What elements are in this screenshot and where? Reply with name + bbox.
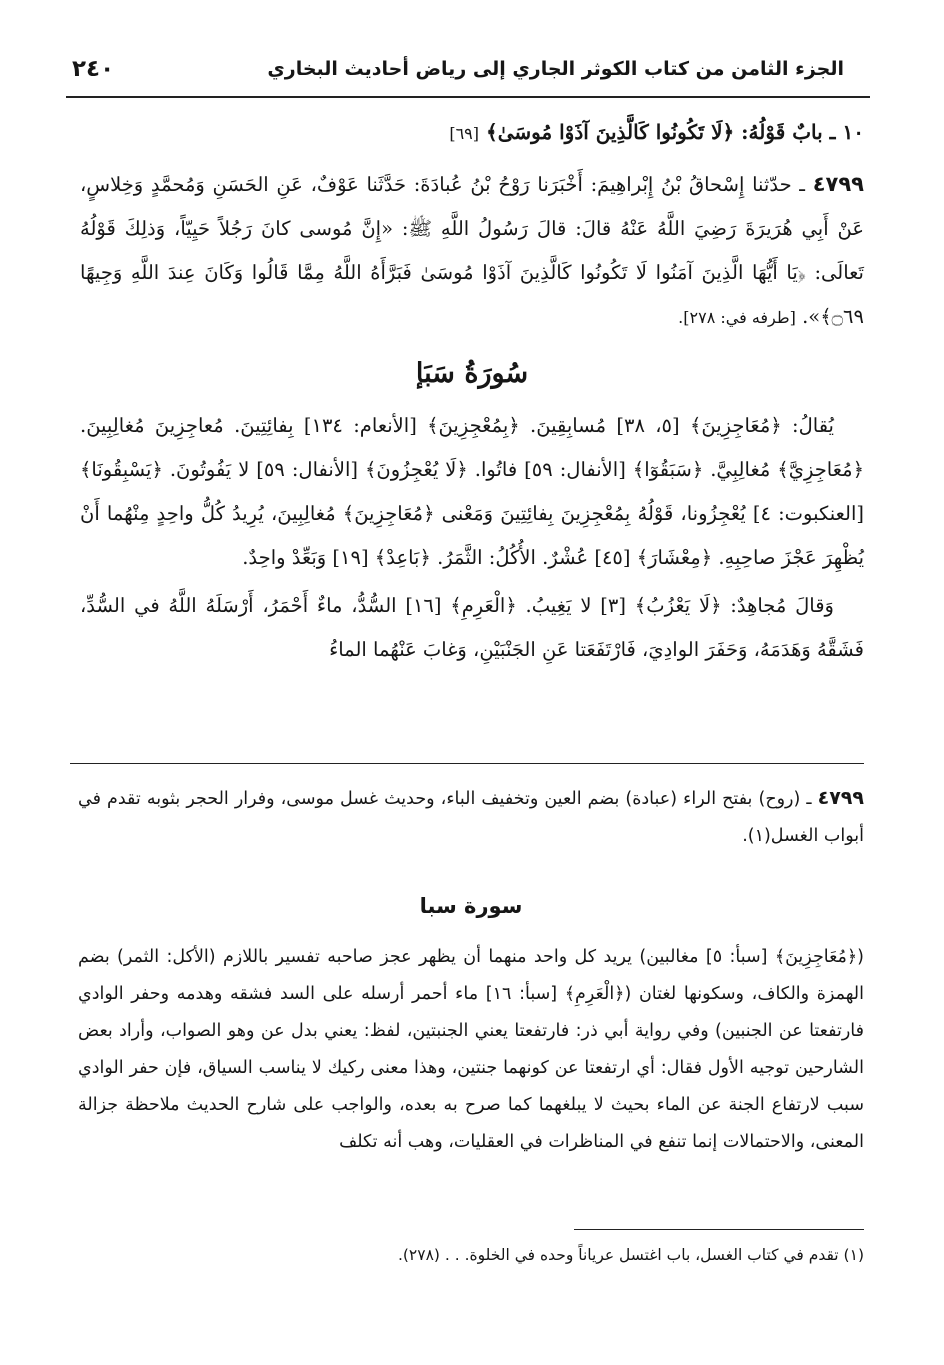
page-number: ٢٤٠: [72, 56, 115, 82]
mujahid-paragraph: وَقالَ مُجاهِدٌ: ﴿لَا يَعْزُبُ﴾ [٣] لا يَغِيبُ. ﴿الْعَرِمِ﴾ [١٦] السُّدُّ، ماءٌ أَحْمَرُ، أَرْسَلَهُ اللَّهُ في السُّدِّ، فَشَقَّهُ وَهَدَمَهُ، وَحَفَرَ الوادِيَ، فَارْتَفَعَتا عَنِ الجَنْبَيْنِ، وَغابَ عَنْهُما الماءُ: [80, 594, 864, 661]
vocabulary-paragraph: يُقالُ: ﴿مُعَاجِزِينَ﴾ [٥، ٣٨] مُسابِقِينَ. ﴿بِمُعْجِزِينَ﴾ [الأنعام: ١٣٤] بِفائِتِينَ. مُعاجِزِينَ مُغالِبِينَ. ﴿مُعَاجِزِيَّ﴾ مُغالِبِيَّ. ﴿سَبَقُوٓا﴾ [الأنفال: ٥٩] فاتُوا. ﴿لَا يُعْجِزُونَ﴾ [الأنفال: ٥٩] لا يَفُوتُونَ. ﴿يَسْبِقُونَا﴾ [العنكبوت: ٤] يُعْجِزُونا، قَوْلُهُ بِمُعْجِزِينَ بِفائِتِينَ وَمَعْنى ﴿مُعَاجِزِينَ﴾ مُغالِبِينَ، يُرِيدُ كُلُّ واحِدٍ مِنْهُما أَنْ يُظْهِرَ عَجْزَ صاحِبِهِ. ﴿مِعْشَارَ﴾ [٤٥] عُشْرٌ. الأُكُلُ: الثَّمَرُ. ﴿بَاعِدْ﴾ [١٩] وَبَعِّدْ واحِدٌ.: [80, 414, 864, 569]
hadith-cross-reference: [طرفه في: ٢٧٨].: [678, 308, 796, 327]
commentary-paragraph: (﴿مُعَاجِزِينَ﴾ [سبأ: ٥] مغالبين) يريد كل واحد منهما أن يظهر عجز صاحبه تفسير باللازم (الأكل: الثمر) بضم الهمزة والكاف، وسكونها لغتان (﴿الْعَرِمِ﴾ [سبأ: ١٦] ماء أحمر أرسله على السد فشقه وهدمه وحفر الوادي فارتفعتا عن الجنبين) وفي رواية أبي ذر: فارتفعتا يعني الجنبتين، لفظ: يعني بدل عن وهو الصواب، وأراد بعض الشارحين توجيه الأول فقال: أي ارتفعتا عن كونهما جنتين، وهذا معنى ركيك لا يناسب السياق، فإن حفر الوادي سبب لارتفاع الجنة عن الماء بحيث لا يبلغهما كما صرح به بعده، والواجب على شارح الحديث ملاحظة جزالة المعنى، والاحتمالات إنما تنفع في المناظرات في العقليات، وهب أنه تكلف: [78, 947, 865, 1152]
footnote: (١) تقدم في كتاب الغسل، باب اغتسل عرياناً وحده في الخلوة. . . (٢٧٨).: [397, 1246, 864, 1264]
surah-title: سُورَةُ سَبَإ: [415, 358, 529, 389]
main-text: [80, 104, 864, 672]
chapter-heading-text: ١٠ ـ بابٌ قَوْلُهُ: ﴿لَا تَكُونُوا كَالَّذِينَ آذَوْا مُوسَىٰ﴾: [485, 120, 864, 144]
chapter-heading: [80, 104, 864, 162]
footnote-divider: [574, 1229, 864, 1230]
text-divider: [70, 763, 864, 764]
commentary-surah-title: سورة سبا: [419, 894, 523, 918]
page-header: [66, 54, 870, 98]
running-title: الجزء الثامن من كتاب الكوثر الجاري إلى رياض أحاديث البخاري: [267, 58, 844, 80]
hadith-number: ٤٧٩٩: [812, 172, 865, 196]
commentary-hadith-note: [78, 780, 864, 855]
commentary-note-text: ـ (روح) بفتح الراء (عبادة) بضم العين وتخفيف الباء، وحديث غسل موسى، وفرار الحجر بثوبه تقدم في أبواب الغسل(١).: [78, 789, 864, 846]
hadith-text: [80, 162, 864, 340]
commentary-number: ٤٧٩٩: [817, 787, 864, 809]
chapter-heading-ref: [٦٩]: [449, 124, 479, 143]
hadith-body: ـ حدّثنا إِسْحاقُ بْنُ إِبْراهِيمَ: أَخْبَرَنا رَوْحُ بْنُ عُبادَةَ: حَدَّثَنا عَوْفٌ، عَنِ الحَسَنِ وَمُحمَّدٍ وَخِلاسٍ، عَنْ أَبِي هُرَيرَةَ رَضِيَ اللَّهُ عَنْهُ قالَ: قالَ رَسُولُ اللَّهِ ﷺ: «إِنَّ مُوسى كانَ رَجُلاً حَيِيّاً، وَذلِكَ قَوْلُهُ تَعالَى: ﴿يَا أَيُّهَا الَّذِينَ آمَنُوا لَا تَكُونُوا كَالَّذِينَ آذَوْا مُوسَىٰ فَبَرَّأَهُ اللَّهُ مِمَّا قَالُوا وَكَانَ عِندَ اللَّهِ وَجِيهًا ۝٦٩﴾».: [80, 173, 864, 328]
commentary-section: [78, 780, 864, 1161]
